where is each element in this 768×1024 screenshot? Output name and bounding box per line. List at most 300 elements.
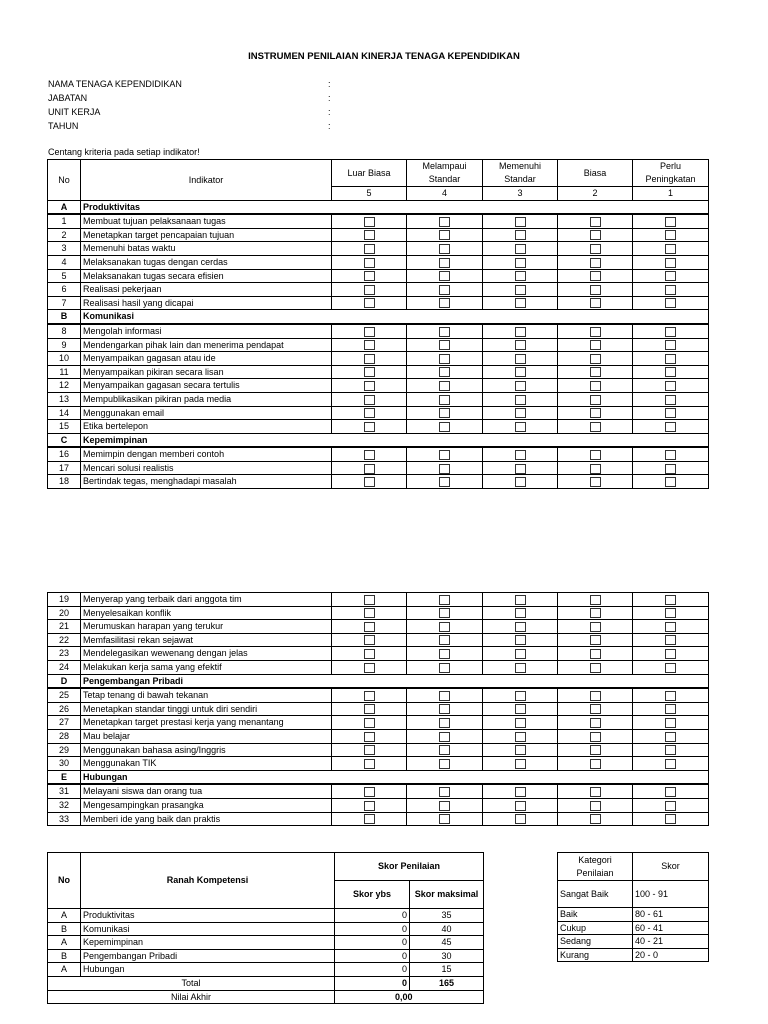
checkbox[interactable] <box>439 422 450 432</box>
header-col-3: Memenuhi Standar <box>483 160 558 187</box>
checkbox[interactable] <box>590 477 601 487</box>
checkbox[interactable] <box>665 635 676 645</box>
summary-row: B Komunikasi 0 40 <box>48 922 484 936</box>
checkbox[interactable] <box>515 691 526 701</box>
checkbox[interactable] <box>515 285 526 295</box>
checkbox[interactable] <box>665 732 676 742</box>
checkbox[interactable] <box>364 691 375 701</box>
checkbox[interactable] <box>364 271 375 281</box>
checkbox[interactable] <box>590 704 601 714</box>
checkbox[interactable] <box>590 801 601 811</box>
checkbox[interactable] <box>364 732 375 742</box>
checkbox[interactable] <box>439 271 450 281</box>
checkbox[interactable] <box>515 608 526 618</box>
checkbox[interactable] <box>665 271 676 281</box>
checkbox-cell <box>558 729 633 743</box>
checkbox[interactable] <box>364 408 375 418</box>
checkbox[interactable] <box>665 381 676 391</box>
checkbox[interactable] <box>364 464 375 474</box>
checkbox[interactable] <box>590 663 601 673</box>
checkbox[interactable] <box>515 367 526 377</box>
indicator-row <box>48 447 709 461</box>
checkbox-cell <box>633 352 709 366</box>
checkbox[interactable] <box>590 298 601 308</box>
info-label: TAHUN <box>48 121 79 131</box>
checkbox-cell <box>558 606 633 620</box>
section-title: Produktivitas <box>81 200 709 214</box>
checkbox[interactable] <box>590 422 601 432</box>
checkbox-cell <box>633 660 709 674</box>
checkbox-cell <box>332 420 407 434</box>
section-row <box>48 433 709 447</box>
checkbox[interactable] <box>515 718 526 728</box>
checkbox[interactable] <box>590 622 601 632</box>
kategori-row: Baik 80 - 61 <box>558 908 709 922</box>
checkbox-cell <box>633 283 709 297</box>
checkbox[interactable] <box>590 649 601 659</box>
checkbox[interactable] <box>439 759 450 769</box>
checkbox-cell <box>483 716 558 730</box>
indicator-row <box>48 379 709 393</box>
checkbox[interactable] <box>515 340 526 350</box>
checkbox[interactable] <box>439 691 450 701</box>
checkbox[interactable] <box>515 759 526 769</box>
identity-block <box>48 77 348 133</box>
summary-header-ybs: Skor ybs <box>335 881 410 909</box>
checkbox[interactable] <box>439 340 450 350</box>
indicator-text: Realisasi pekerjaan <box>81 283 332 297</box>
checkbox[interactable] <box>665 408 676 418</box>
checkbox[interactable] <box>665 258 676 268</box>
checkbox[interactable] <box>515 635 526 645</box>
checkbox[interactable] <box>665 298 676 308</box>
checkbox-cell <box>332 352 407 366</box>
indicator-number: 14 <box>48 406 81 420</box>
checkbox[interactable] <box>364 477 375 487</box>
checkbox[interactable] <box>665 622 676 632</box>
checkbox[interactable] <box>665 340 676 350</box>
checkbox-cell <box>332 379 407 393</box>
checkbox[interactable] <box>364 649 375 659</box>
checkbox[interactable] <box>665 663 676 673</box>
checkbox[interactable] <box>665 367 676 377</box>
indicator-number: 16 <box>48 447 81 461</box>
checkbox-cell <box>558 812 633 826</box>
checkbox[interactable] <box>364 787 375 797</box>
checkbox[interactable] <box>590 745 601 755</box>
indicator-row <box>48 593 709 607</box>
checkbox[interactable] <box>439 327 450 337</box>
checkbox[interactable] <box>515 258 526 268</box>
checkbox[interactable] <box>665 450 676 460</box>
checkbox[interactable] <box>515 745 526 755</box>
checkbox[interactable] <box>439 450 450 460</box>
summary-row: A Kepemimpinan 0 45 <box>48 936 484 950</box>
checkbox-cell <box>483 757 558 771</box>
checkbox-cell <box>407 647 483 661</box>
checkbox-cell <box>558 798 633 812</box>
checkbox[interactable] <box>590 230 601 240</box>
nilai-akhir-value: 0,00 <box>335 990 484 1004</box>
checkbox[interactable] <box>590 340 601 350</box>
checkbox[interactable] <box>364 595 375 605</box>
checkbox[interactable] <box>665 395 676 405</box>
indicator-number: 2 <box>48 228 81 242</box>
checkbox[interactable] <box>439 217 450 227</box>
checkbox[interactable] <box>364 230 375 240</box>
score-3: 3 <box>483 187 558 201</box>
checkbox[interactable] <box>665 230 676 240</box>
checkbox[interactable] <box>515 801 526 811</box>
section-title: Kepemimpinan <box>81 433 709 447</box>
header-col-1: Perlu Peningkatan <box>633 160 709 187</box>
checkbox[interactable] <box>515 381 526 391</box>
indicator-number: 8 <box>48 324 81 338</box>
checkbox-cell <box>633 324 709 338</box>
checkbox[interactable] <box>439 745 450 755</box>
summary-total-maks: 165 <box>410 976 484 990</box>
checkbox[interactable] <box>590 759 601 769</box>
checkbox[interactable] <box>590 691 601 701</box>
checkbox[interactable] <box>665 759 676 769</box>
checkbox-cell <box>633 702 709 716</box>
checkbox[interactable] <box>439 285 450 295</box>
indicator-number: 1 <box>48 214 81 228</box>
checkbox-cell <box>407 743 483 757</box>
checkbox-cell <box>483 392 558 406</box>
checkbox[interactable] <box>590 732 601 742</box>
checkbox-cell <box>407 420 483 434</box>
info-colon: : <box>328 121 331 131</box>
kategori-row: Kurang 20 - 0 <box>558 948 709 962</box>
checkbox[interactable] <box>364 298 375 308</box>
checkbox[interactable] <box>665 718 676 728</box>
checkbox[interactable] <box>590 464 601 474</box>
checkbox[interactable] <box>590 285 601 295</box>
checkbox[interactable] <box>515 354 526 364</box>
indicator-text: Menetapkan target prestasi kerja yang menantang <box>81 716 332 730</box>
indicator-row <box>48 269 709 283</box>
checkbox-cell <box>407 379 483 393</box>
indicator-number: 10 <box>48 352 81 366</box>
checkbox-cell <box>633 743 709 757</box>
checkbox[interactable] <box>439 801 450 811</box>
checkbox-cell <box>407 812 483 826</box>
checkbox-cell <box>558 338 633 352</box>
indicator-text: Menyerap yang terbaik dari anggota tim <box>81 593 332 607</box>
checkbox[interactable] <box>590 367 601 377</box>
checkbox[interactable] <box>665 801 676 811</box>
checkbox-cell <box>407 633 483 647</box>
checkbox-cell <box>332 757 407 771</box>
checkbox[interactable] <box>439 595 450 605</box>
checkbox[interactable] <box>439 718 450 728</box>
checkbox[interactable] <box>364 704 375 714</box>
indicator-number: 26 <box>48 702 81 716</box>
checkbox[interactable] <box>665 327 676 337</box>
summary-header-skor: Skor Penilaian <box>335 853 484 881</box>
indicator-number: 17 <box>48 461 81 475</box>
checkbox[interactable] <box>439 367 450 377</box>
checkbox[interactable] <box>590 450 601 460</box>
indicator-row <box>48 620 709 634</box>
checkbox[interactable] <box>590 271 601 281</box>
header-col-4: Melampaui Standar <box>407 160 483 187</box>
checkbox[interactable] <box>439 258 450 268</box>
checkbox[interactable] <box>515 395 526 405</box>
checkbox-cell <box>558 406 633 420</box>
checkbox[interactable] <box>515 422 526 432</box>
checkbox[interactable] <box>364 285 375 295</box>
checkbox-cell <box>558 269 633 283</box>
section-title: Hubungan <box>81 770 709 784</box>
checkbox[interactable] <box>665 608 676 618</box>
checkbox-cell <box>407 283 483 297</box>
indicator-number: 5 <box>48 269 81 283</box>
checkbox-cell <box>558 688 633 702</box>
checkbox[interactable] <box>439 663 450 673</box>
checkbox-cell <box>483 283 558 297</box>
summary-header-maks: Skor maksimal <box>410 881 484 909</box>
checkbox-cell <box>407 255 483 269</box>
checkbox[interactable] <box>364 340 375 350</box>
checkbox-cell <box>483 729 558 743</box>
checkbox-cell <box>483 798 558 812</box>
checkbox[interactable] <box>439 354 450 364</box>
checkbox[interactable] <box>439 704 450 714</box>
checkbox-cell <box>483 379 558 393</box>
checkbox[interactable] <box>590 408 601 418</box>
checkbox-cell <box>483 633 558 647</box>
checkbox[interactable] <box>665 217 676 227</box>
checkbox-cell <box>483 620 558 634</box>
checkbox[interactable] <box>515 450 526 460</box>
checkbox[interactable] <box>590 244 601 254</box>
checkbox[interactable] <box>515 464 526 474</box>
checkbox[interactable] <box>364 244 375 254</box>
checkbox[interactable] <box>665 464 676 474</box>
checkbox[interactable] <box>590 718 601 728</box>
indicator-text: Membuat tujuan pelaksanaan tugas <box>81 214 332 228</box>
checkbox[interactable] <box>439 649 450 659</box>
checkbox-cell <box>332 365 407 379</box>
checkbox-cell <box>558 228 633 242</box>
checkbox-cell <box>332 716 407 730</box>
indicator-row <box>48 812 709 826</box>
indicator-text: Menyampaikan pikiran secara lisan <box>81 365 332 379</box>
checkbox[interactable] <box>590 327 601 337</box>
checkbox[interactable] <box>590 258 601 268</box>
checkbox[interactable] <box>439 464 450 474</box>
indicator-number: 4 <box>48 255 81 269</box>
checkbox[interactable] <box>515 244 526 254</box>
checkbox[interactable] <box>665 244 676 254</box>
checkbox[interactable] <box>590 381 601 391</box>
checkbox-cell <box>558 757 633 771</box>
checkbox-cell <box>407 338 483 352</box>
checkbox-cell <box>633 269 709 283</box>
checkbox[interactable] <box>439 395 450 405</box>
indicator-text: Mendengarkan pihak lain dan menerima pendapat <box>81 338 332 352</box>
checkbox[interactable] <box>364 814 375 824</box>
checkbox[interactable] <box>515 271 526 281</box>
checkbox-cell <box>633 392 709 406</box>
checkbox-cell <box>332 214 407 228</box>
indicator-row <box>48 633 709 647</box>
indicator-text: Menggunakan email <box>81 406 332 420</box>
checkbox-cell <box>558 214 633 228</box>
checkbox-cell <box>633 365 709 379</box>
checkbox[interactable] <box>364 258 375 268</box>
checkbox[interactable] <box>439 635 450 645</box>
checkbox[interactable] <box>439 622 450 632</box>
section-title: Pengembangan Pribadi <box>81 674 709 688</box>
indicator-row <box>48 420 709 434</box>
checkbox-cell <box>407 242 483 256</box>
checkbox[interactable] <box>665 745 676 755</box>
checkbox-cell <box>332 620 407 634</box>
checkbox[interactable] <box>590 395 601 405</box>
checkbox[interactable] <box>515 732 526 742</box>
checkbox[interactable] <box>364 801 375 811</box>
checkbox[interactable] <box>439 230 450 240</box>
checkbox-cell <box>558 633 633 647</box>
checkbox[interactable] <box>515 298 526 308</box>
checkbox[interactable] <box>439 244 450 254</box>
checkbox[interactable] <box>590 635 601 645</box>
checkbox[interactable] <box>364 327 375 337</box>
section-row <box>48 674 709 688</box>
checkbox[interactable] <box>364 718 375 728</box>
checkbox-cell <box>633 620 709 634</box>
checkbox-cell <box>332 633 407 647</box>
checkbox[interactable] <box>364 759 375 769</box>
checkbox[interactable] <box>590 814 601 824</box>
checkbox[interactable] <box>439 408 450 418</box>
checkbox[interactable] <box>364 450 375 460</box>
checkbox[interactable] <box>665 814 676 824</box>
indicator-text: Bertindak tegas, menghadapi masalah <box>81 475 332 489</box>
checkbox[interactable] <box>590 217 601 227</box>
checkbox[interactable] <box>439 608 450 618</box>
checkbox[interactable] <box>665 649 676 659</box>
checkbox[interactable] <box>665 787 676 797</box>
checkbox-cell <box>633 406 709 420</box>
indicator-row <box>48 743 709 757</box>
summary-header-no: No <box>48 853 81 909</box>
checkbox[interactable] <box>515 477 526 487</box>
kategori-skor-header: Skor <box>633 853 709 881</box>
checkbox-cell <box>483 338 558 352</box>
checkbox[interactable] <box>515 595 526 605</box>
checkbox-cell <box>558 447 633 461</box>
checkbox[interactable] <box>439 732 450 742</box>
indicator-row <box>48 729 709 743</box>
header-col-2: Biasa <box>558 160 633 187</box>
checkbox[interactable] <box>665 595 676 605</box>
checkbox-cell <box>633 461 709 475</box>
checkbox[interactable] <box>364 608 375 618</box>
checkbox[interactable] <box>515 649 526 659</box>
checkbox[interactable] <box>515 217 526 227</box>
checkbox[interactable] <box>364 422 375 432</box>
checkbox[interactable] <box>590 608 601 618</box>
checkbox-cell <box>407 593 483 607</box>
checkbox[interactable] <box>515 787 526 797</box>
indicator-number: 33 <box>48 812 81 826</box>
indicator-row <box>48 296 709 310</box>
checkbox[interactable] <box>439 787 450 797</box>
checkbox[interactable] <box>364 395 375 405</box>
checkbox[interactable] <box>439 298 450 308</box>
indicator-row <box>48 784 709 798</box>
checkbox[interactable] <box>515 663 526 673</box>
checkbox[interactable] <box>665 704 676 714</box>
indicator-text: Menetapkan standar tinggi untuk diri sendiri <box>81 702 332 716</box>
checkbox-cell <box>483 214 558 228</box>
checkbox[interactable] <box>515 230 526 240</box>
checkbox[interactable] <box>364 367 375 377</box>
indicator-number: 19 <box>48 593 81 607</box>
checkbox-cell <box>332 228 407 242</box>
checkbox-cell <box>483 228 558 242</box>
checkbox[interactable] <box>364 217 375 227</box>
checkbox[interactable] <box>364 381 375 391</box>
checkbox[interactable] <box>665 354 676 364</box>
info-colon: : <box>328 107 331 117</box>
checkbox[interactable] <box>439 381 450 391</box>
checkbox[interactable] <box>515 622 526 632</box>
checkbox-cell <box>558 242 633 256</box>
checkbox-cell <box>483 660 558 674</box>
checkbox[interactable] <box>665 285 676 295</box>
checkbox[interactable] <box>590 787 601 797</box>
indicator-row <box>48 606 709 620</box>
checkbox-cell <box>483 743 558 757</box>
checkbox-cell <box>483 352 558 366</box>
checkbox-cell <box>633 296 709 310</box>
checkbox-cell <box>332 406 407 420</box>
checkbox[interactable] <box>439 477 450 487</box>
indicator-text: Menyampaikan gagasan atau ide <box>81 352 332 366</box>
checkbox-cell <box>633 647 709 661</box>
checkbox[interactable] <box>364 745 375 755</box>
checkbox[interactable] <box>515 327 526 337</box>
checkbox-cell <box>558 702 633 716</box>
indicator-number: 27 <box>48 716 81 730</box>
checkbox-cell <box>332 475 407 489</box>
checkbox[interactable] <box>439 814 450 824</box>
checkbox[interactable] <box>590 354 601 364</box>
checkbox[interactable] <box>364 663 375 673</box>
checkbox-cell <box>407 784 483 798</box>
checkbox[interactable] <box>364 622 375 632</box>
checkbox[interactable] <box>665 691 676 701</box>
checkbox[interactable] <box>515 704 526 714</box>
indicator-text: Realisasi hasil yang dicapai <box>81 296 332 310</box>
indicator-text: Melakukan kerja sama yang efektif <box>81 660 332 674</box>
score-1: 1 <box>633 187 709 201</box>
checkbox[interactable] <box>364 354 375 364</box>
checkbox[interactable] <box>590 595 601 605</box>
checkbox[interactable] <box>515 814 526 824</box>
checkbox[interactable] <box>364 635 375 645</box>
checkbox-cell <box>332 660 407 674</box>
section-letter: E <box>48 770 81 784</box>
checkbox[interactable] <box>665 422 676 432</box>
checkbox[interactable] <box>515 408 526 418</box>
checkbox[interactable] <box>665 477 676 487</box>
